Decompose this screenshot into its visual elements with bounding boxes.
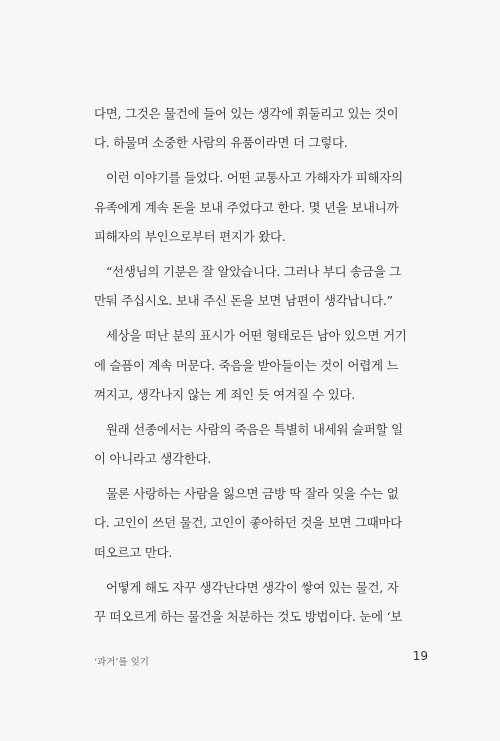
text-line: 다. 하물며 소중한 사람의 유품이라면 더 그렇다. bbox=[94, 135, 348, 151]
text-line: 원래 선종에서는 사람의 죽음은 특별히 내세워 슬퍼할 일 bbox=[106, 421, 403, 437]
text-line: 떠오르고 만다. bbox=[94, 544, 173, 560]
text-line: 세상을 떠난 분의 표시가 어떤 형태로든 남아 있으면 거기 bbox=[106, 328, 407, 344]
text-line: 이런 이야기를 들었다. 어떤 교통사고 가해자가 피해자의 bbox=[106, 170, 403, 186]
paragraph bbox=[94, 573, 426, 631]
text-line: 에 슬픔이 계속 머문다. 죽음을 받아들이는 것이 어렵게 느 bbox=[94, 357, 399, 373]
paragraph bbox=[94, 479, 426, 567]
text-line: 피해자의 부인으로부터 편지가 왔다. bbox=[94, 228, 286, 244]
paragraph bbox=[94, 99, 426, 157]
text-line: 껴지고, 생각나지 않는 게 죄인 듯 여겨질 수 있다. bbox=[94, 386, 356, 402]
paragraph bbox=[94, 163, 426, 251]
page-number: 19 bbox=[412, 649, 428, 663]
text-line: 이 아니라고 생각한다. bbox=[94, 451, 212, 467]
text-line: 유족에게 계속 돈을 보내 주었다고 한다. 몇 년을 보내니까 bbox=[94, 199, 399, 215]
paragraph bbox=[94, 415, 426, 473]
paragraph bbox=[94, 257, 426, 315]
text-line: 만둬 주십시오. 보내 주신 돈을 보면 남편이 생각납니다.” bbox=[94, 293, 393, 309]
paragraph bbox=[94, 321, 426, 409]
text-line: 다면, 그것은 물건에 들어 있는 생각에 휘둘리고 있는 것이 bbox=[94, 106, 399, 121]
text-line: 다. 고인이 쓰던 물건, 고인이 좋아하던 것을 보면 그때마다 bbox=[94, 515, 403, 531]
body-text bbox=[94, 99, 426, 637]
text-line: 물론 사랑하는 사람을 잃으면 금방 딱 잘라 잊을 수는 없 bbox=[106, 486, 399, 502]
text-line: 꾸 떠오르게 하는 물건을 처분하는 것도 방법이다. 눈에 ‘보 bbox=[94, 609, 403, 624]
running-footer-title: ‘과거’를 잊기 bbox=[94, 657, 149, 668]
text-line: “선생님의 기분은 잘 알았습니다. 그러나 부디 송금을 그 bbox=[106, 263, 401, 279]
text-line: 어떻게 해도 자꾸 생각난다면 생각이 쌓여 있는 물건, 자 bbox=[106, 579, 399, 595]
